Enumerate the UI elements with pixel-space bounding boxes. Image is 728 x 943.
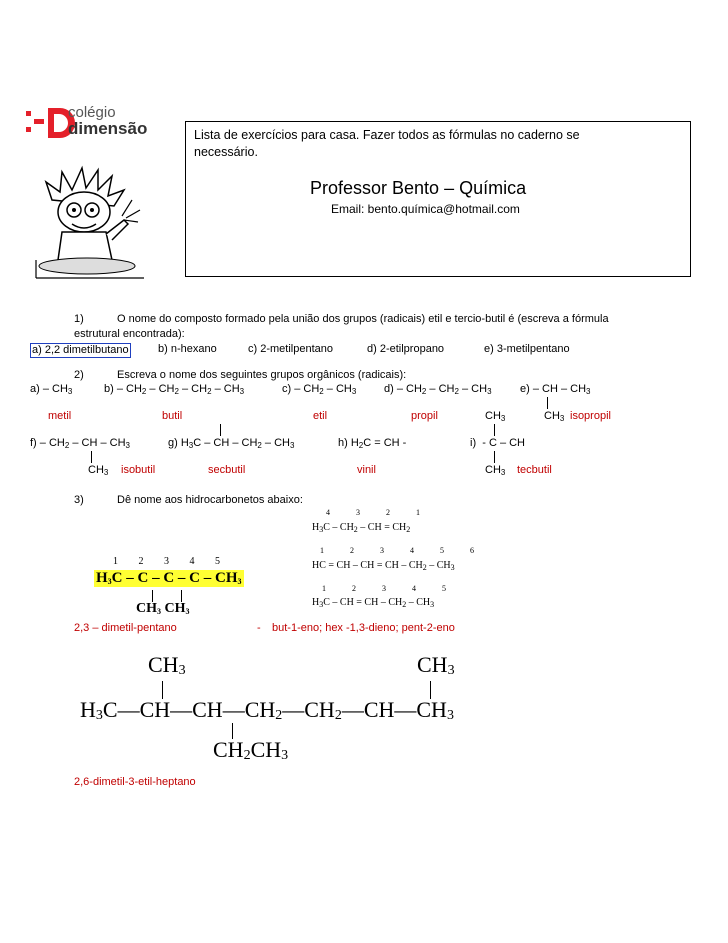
q1-option-c: c) 2-metilpentano [248,343,333,355]
instructions-line-2: necessário. [194,145,258,159]
q2-number: 2) [74,369,84,381]
bond-g [220,424,221,436]
header-box [185,121,691,277]
big-structure-branch-2: $CH_3$ [417,652,455,678]
structure-1-numbers: 1 2 3 4 5 [113,556,220,567]
answer-i: tecbutil [517,464,552,476]
formula-f: $f) - CH_2$ – CH – $CH_3$ [30,437,130,450]
structure-3-chain: HC = CH – CH = CH – $CH_2 - CH_3$ [312,560,455,572]
instructions-line-1: Lista de exercícios para casa. Fazer todos as fórmulas no caderno se [194,128,580,142]
answer-a: metil [48,410,72,422]
q3-answer-1: 2,3 – dimetil-pentano [74,622,177,634]
q3-number: 3) [74,494,84,506]
formula-h: h) $H_2C$ = CH - [338,437,407,450]
q3-answer-2: but-1-eno; hex -1,3-dieno; pent-2-eno [272,622,455,634]
answer-b: butil [162,410,183,422]
q3-answer-3: 2,6-dimetil-3-etil-heptano [74,776,196,788]
q1-option-a: a) 2,2 dimetilbutano [32,344,129,356]
school-logo [24,103,164,143]
logo-word-2: dimensão [68,119,148,138]
formula-g: g) $H_3C$ – CH – $CH_2 - CH_3$ [168,437,295,450]
answer-c: etil [313,410,328,422]
structure-1-branches: $CH_3$ $CH_3$ [136,601,190,616]
professor-title: Professor Bento – Química [310,178,527,198]
structure-4-chain: $H_3C$ – CH = CH – $CH_2 - CH_3$ [312,597,435,609]
scientist-cartoon-icon [32,160,152,280]
q1-option-b: b) n-hexano [158,343,217,355]
formula-d: $d) - CH_2 - CH_2 - CH_3$ [384,383,492,396]
big-structure-chain: $H_3C—CH—CH—CH_2—CH_2—CH—CH_3$ [80,697,454,723]
answer-e: isopropil [570,410,611,422]
structure-1-chain: $H_3C$ – C – C – C – $CH_3$ [96,570,242,586]
formula-e-ch3: $CH_3$ [544,410,565,423]
structure-3-numbers: 1 2 3 4 5 6 [320,546,474,555]
structure-2-chain: $H_3C - CH_2$ – CH = $CH_2$ [312,522,411,534]
formula-a: $a) - CH_3$ [30,383,73,396]
answer-d: propil [411,410,438,422]
email-text: Email: bento.química@hotmail.com [331,202,520,216]
bond-i-bottom [494,451,495,463]
q1-text-2: estrutural encontrada): [74,328,185,340]
structure-2-numbers: 4 3 2 1 [326,508,420,517]
answer-f: isobutil [121,464,156,476]
q1-text-1: O nome do composto formado pela união dos grupos (radicais) etil e tercio-butil é (escreva a fórmula [117,313,609,325]
big-structure-branch-1: $CH_3$ [148,652,186,678]
q1-option-e: e) 3-metilpentano [484,343,570,355]
formula-i-ch3: $CH_3$ [485,464,506,477]
formula-b: $b) - CH_2 - CH_2 - CH_2 - CH_3$ [104,383,245,396]
bond-e [547,397,548,409]
q3-text: Dê nome aos hidrocarbonetos abaixo: [117,494,303,506]
bond-i-top [494,424,495,436]
formula-d-ch3: $CH_3$ [485,410,506,423]
logo-word-1: colégio [68,104,116,121]
formula-e: e) – CH – $CH_3$ [520,383,591,396]
q1-option-d: d) 2-etilpropano [367,343,445,355]
formula-c: $c) - CH_2 - CH_3$ [282,383,357,396]
formula-i: i) - C – CH [470,437,525,449]
answer-h: vinil [357,464,376,476]
big-structure-branch-3: $CH_2CH_3$ [213,737,289,763]
q3-answer-2-dash: - [257,622,261,634]
formula-f-ch3: $CH_3$ [88,464,109,477]
bond-f [91,451,92,463]
structure-4-numbers: 1 2 3 4 5 [322,584,446,593]
q2-text: Escreva o nome dos seguintes grupos orgânicos (radicais): [117,369,407,381]
q1-number: 1) [74,313,84,325]
answer-g: secbutil [208,464,246,476]
